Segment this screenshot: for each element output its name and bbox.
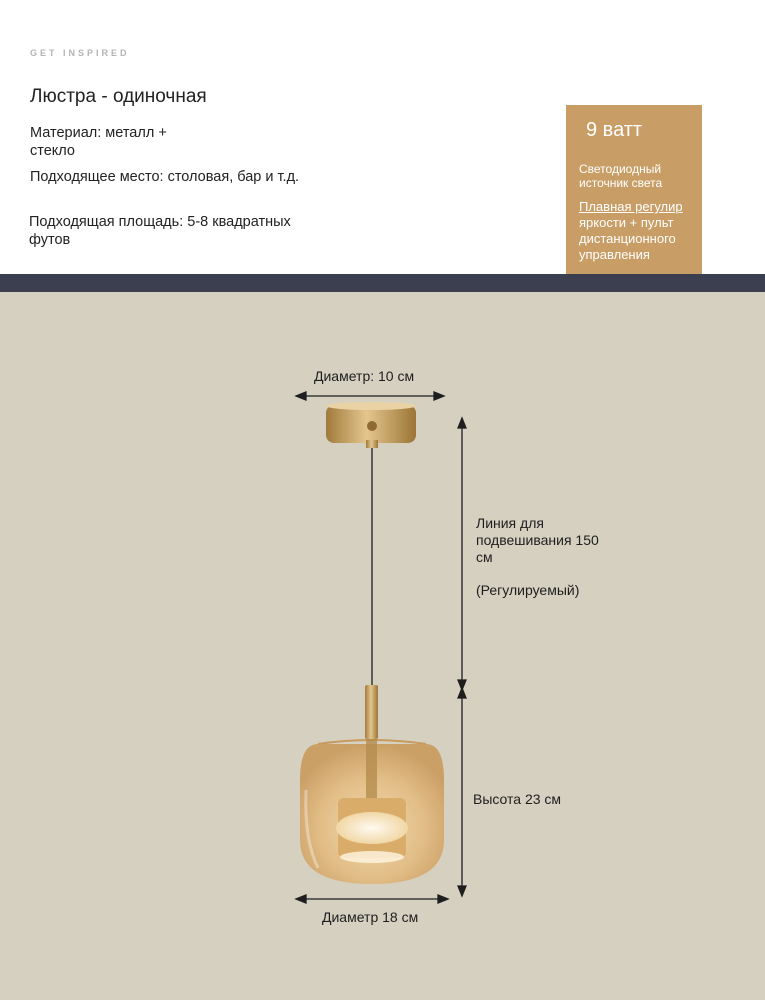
shade-dimension-arrow	[296, 895, 448, 903]
place-spec: Подходящее место: столовая, бар и т.д.	[30, 169, 300, 185]
ceiling-canopy	[326, 402, 416, 448]
cord-length-label: Линия для подвешивания 150 см	[476, 515, 599, 565]
light-source-label: Светодиодный источник света	[579, 162, 663, 190]
cord-length-arrow	[458, 418, 466, 690]
brand-text: GET INSPIRED	[30, 48, 130, 58]
dimming-line-2: яркости + пульт	[579, 215, 674, 230]
height-arrow	[458, 688, 466, 896]
material-spec: Материал: металл + стекло	[30, 125, 167, 159]
canopy-dimension-arrow	[296, 392, 444, 400]
shade-diameter-label: Диаметр 18 см	[322, 909, 419, 925]
area-spec: Подходящая площадь: 5-8 квадратных футов	[29, 214, 291, 248]
product-title: Люстра - одиночная	[30, 86, 207, 107]
height-label: Высота 23 см	[473, 791, 562, 807]
brass-stem	[365, 685, 378, 739]
adjustable-label: (Регулируемый)	[476, 582, 580, 598]
dimming-line-1: Плавная регулир	[579, 199, 683, 214]
glass-shade	[300, 739, 444, 884]
dimming-line-3: дистанционного	[579, 231, 676, 246]
canopy-diameter-label: Диаметр: 10 см	[314, 368, 415, 384]
power-label: 9 ватт	[586, 119, 643, 141]
dimming-line-4: управления	[579, 247, 650, 262]
